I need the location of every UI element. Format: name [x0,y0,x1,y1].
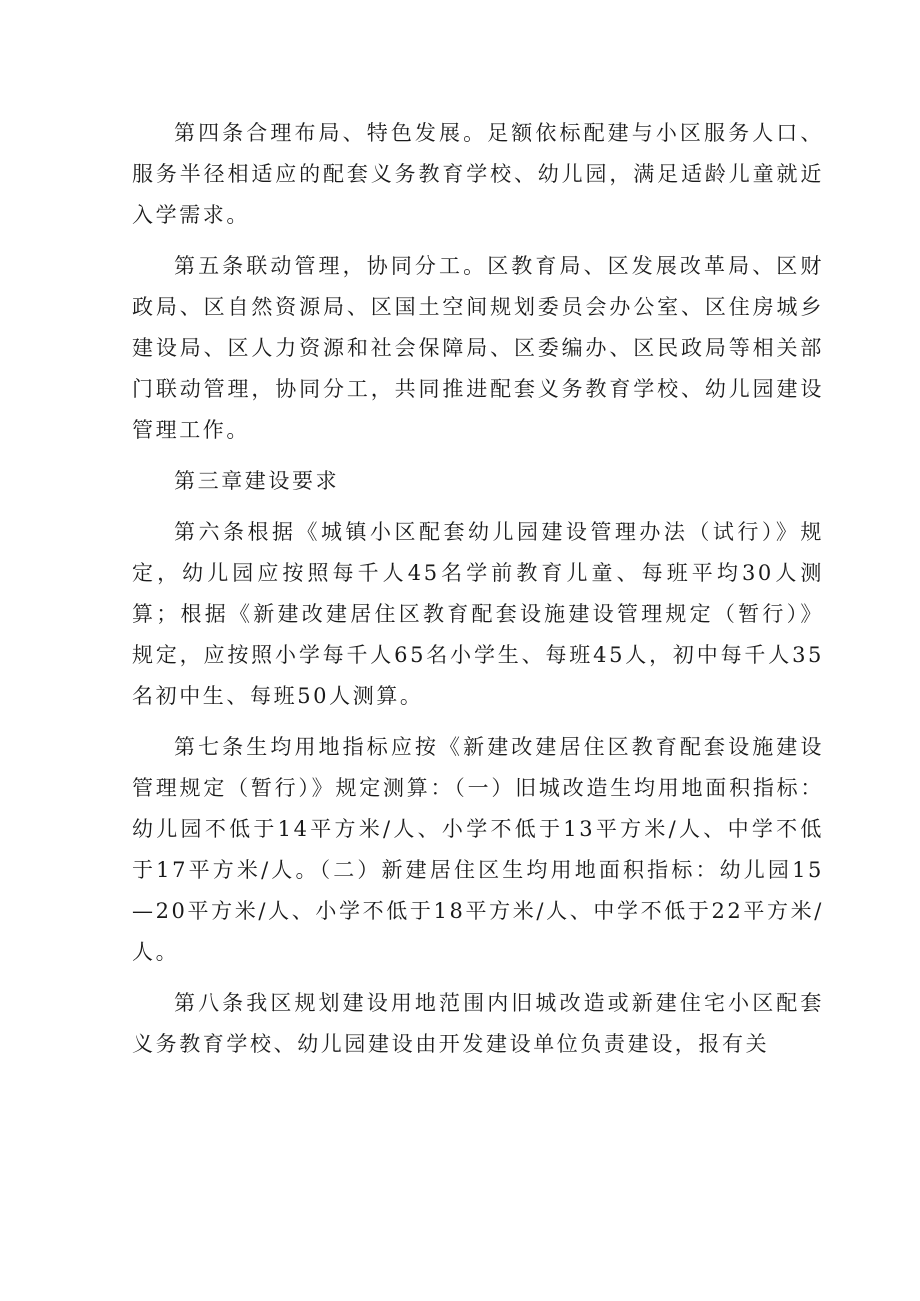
paragraph-article-6: 第六条根据《城镇小区配套幼儿园建设管理办法（试行）》规定，幼儿园应按照每千人45名学前教育儿童、每班平均30人测算；根据《新建改建居住区教育配套设施建设管理规定（暂行）》规定，应按照小学每千人65名小学生、每班45人，初中每千人35名初中生、每班50人测算。 [132,520,824,708]
paragraph-article-4: 第四条合理布局、特色发展。足额依标配建与小区服务人口、服务半径相适应的配套义务教育学校、幼儿园，满足适龄儿童就近入学需求。 [132,121,824,227]
paragraph-article-7: 第七条生均用地指标应按《新建改建居住区教育配套设施建设管理规定（暂行）》规定测算：（一）旧城改造生均用地面积指标：幼儿园不低于14平方米/人、小学不低于13平方米/人、中学不低于17平方米/人。（二）新建居住区生均用地面积指标：幼儿园15—20平方米/人、小学不低于18平方米/人、中学不低于22平方米/人。 [132,735,824,964]
paragraph-article-8: 第八条我区规划建设用地范围内旧城改造或新建住宅小区配套义务教育学校、幼儿园建设由开发建设单位负责建设，报有关 [132,991,824,1056]
chapter-heading: 第三章建设要求 [174,469,340,493]
paragraph-article-5: 第五条联动管理，协同分工。区教育局、区发展改革局、区财政局、区自然资源局、区国土空间规划委员会办公室、区住房城乡建设局、区人力资源和社会保障局、区委编办、区民政局等相关部门联动管理，协同分工，共同推进配套义务教育学校、幼儿园建设管理工作。 [132,254,824,442]
